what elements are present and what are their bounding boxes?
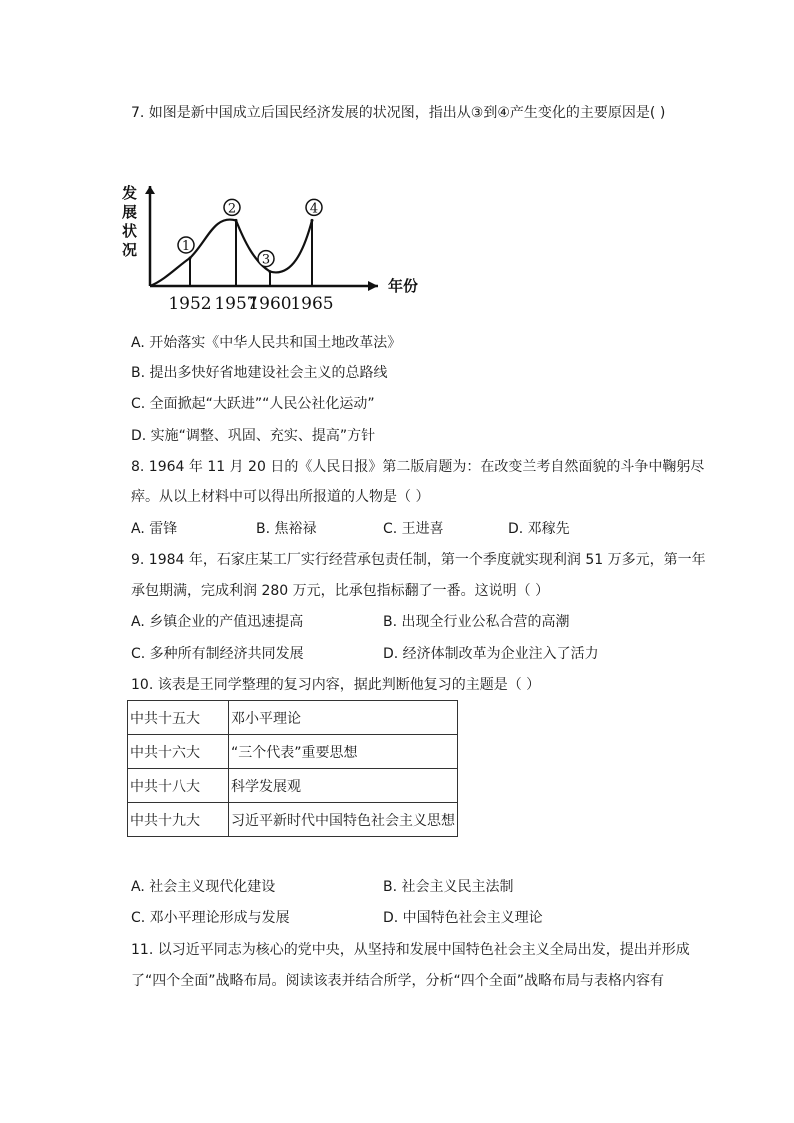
x-tick-label: 1952 [168,294,212,314]
data-point [189,257,192,260]
q8-option-a[interactable]: A. 雷锋 [131,521,178,537]
table-row [128,769,458,803]
q9-option-a[interactable]: A. 乡镇企业的产值迅速提高 [131,614,304,630]
q7-option-b[interactable]: B. 提出多快好省地建设社会主义的总路线 [131,365,388,381]
q10-option-a[interactable]: A. 社会主义现代化建设 [131,879,276,895]
y-axis-label-char: 展 [122,203,138,221]
q9-option-c[interactable]: C. 多种所有制经济共同发展 [131,646,304,662]
q11-stem-line1: 11. 以习近平同志为核心的党中央，从坚持和发展中国特色社会主义全局出发，提出并形成 [131,942,690,958]
q9-stem-line1: 9. 1984 年，石家庄某工厂实行经营承包责任制，第一个季度就实现利润 51 万多元，第一年 [131,552,706,568]
q9-option-b[interactable]: B. 出现全行业公私合营的高潮 [383,614,570,630]
x-axis-arrow [368,281,378,291]
q10-option-b[interactable]: B. 社会主义民主法制 [383,879,514,895]
point-label: 1 [181,239,191,254]
table-cell-congress: 中共十九大 [128,803,229,837]
x-tick-label: 1957 [214,294,258,314]
q9-option-d[interactable]: D. 经济体制改革为企业注入了活力 [383,646,599,662]
q7-chart [120,180,440,315]
data-point [311,219,314,222]
x-tick-label: 1960 [248,294,292,314]
table-cell-theory: 邓小平理论 [229,701,458,735]
q8-option-c[interactable]: C. 王进喜 [383,521,444,537]
q8-stem-line2: 瘁。从以上材料中可以得出所报道的人物是（ ） [131,489,430,505]
table-cell-congress: 中共十五大 [128,701,229,735]
table-row [128,735,458,769]
x-tick-label: 1965 [290,294,334,314]
q7-option-c[interactable]: C. 全面掀起“大跃进”“人民公社化运动” [131,396,375,412]
q10-option-d[interactable]: D. 中国特色社会主义理论 [383,910,543,926]
q7-stem: 7. 如图是新中国成立后国民经济发展的状况图，指出从③到④产生变化的主要原因是( ) [131,105,666,121]
table-row [128,803,458,837]
data-point [235,219,238,222]
table-cell-congress: 中共十六大 [128,735,229,769]
q10-option-c[interactable]: C. 邓小平理论形成与发展 [131,910,290,926]
y-axis-label-char: 发 [122,184,138,202]
q8-option-d[interactable]: D. 邓稼先 [508,521,570,537]
y-axis-label-char: 状 [122,222,138,240]
point-label: 3 [261,252,271,268]
data-point [269,270,272,273]
y-axis-arrow [145,186,155,194]
table-cell-theory: 习近平新时代中国特色社会主义思想 [229,803,458,837]
table-cell-theory: “三个代表”重要思想 [229,735,458,769]
q7-option-d[interactable]: D. 实施“调整、巩固、充实、提高”方针 [131,428,376,444]
x-axis-label: 年份 [388,277,419,295]
q10-review-table [127,700,458,837]
point-label: 4 [309,201,319,217]
y-axis-label-char: 况 [122,241,138,259]
table-cell-congress: 中共十八大 [128,769,229,803]
point-label: 2 [227,201,237,217]
q10-stem: 10. 该表是王同学整理的复习内容，据此判断他复习的主题是（ ） [131,677,541,693]
q11-stem-line2: 了“四个全面”战略布局。阅读该表并结合所学，分析“四个全面”战略布局与表格内容有 [131,973,665,989]
table-row [128,701,458,735]
q8-option-b[interactable]: B. 焦裕禄 [256,521,317,537]
series-line [150,220,312,286]
q9-stem-line2: 承包期满，完成利润 280 万元，比承包指标翻了一番。这说明（ ） [131,583,550,599]
table-cell-theory: 科学发展观 [229,769,458,803]
q7-option-a[interactable]: A. 开始落实《中华人民共和国土地改革法》 [131,335,402,351]
q8-stem-line1: 8. 1964 年 11 月 20 日的《人民日报》第二版肩题为：在改变兰考自然面貌的斗争中鞠躬尽 [131,459,705,475]
